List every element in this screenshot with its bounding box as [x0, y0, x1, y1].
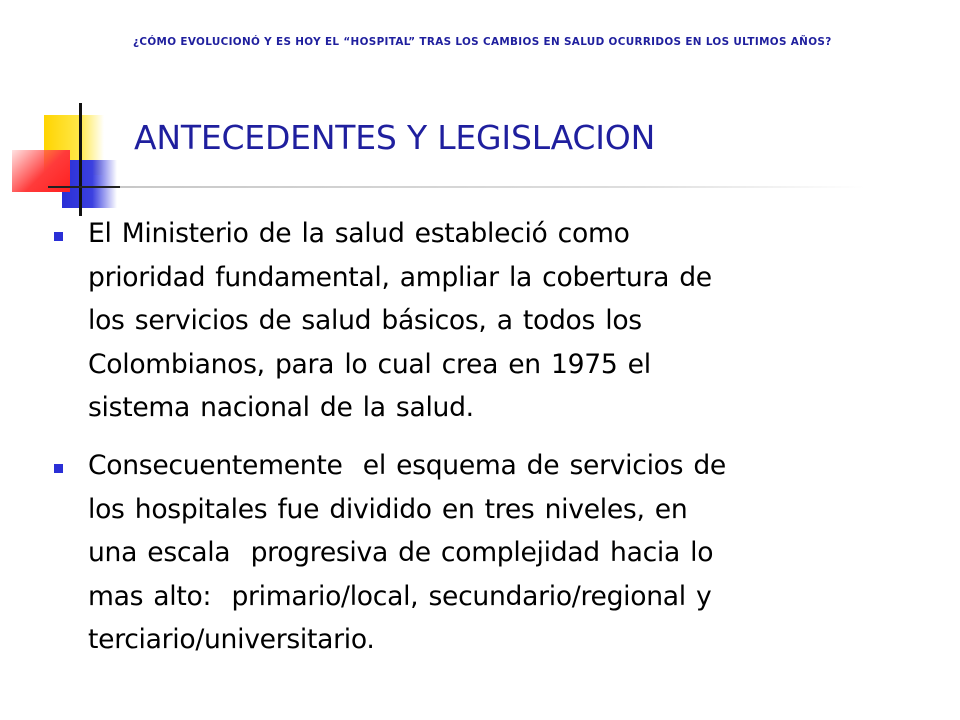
slide-title: ANTECEDENTES Y LEGISLACION	[134, 118, 656, 157]
header-caption: ¿CÓMO EVOLUCIONÓ Y ES HOY EL “HOSPITAL” TRAS LOS CAMBIOS EN SALUD OCURRIDOS EN LOS ULTIMOS AÑOS?	[133, 36, 832, 48]
blue-square-decoration	[62, 160, 117, 208]
bullet-list	[52, 212, 882, 676]
bullet-line: terciario/universitario.	[88, 624, 375, 656]
bullet-line: El Ministerio de la salud estableció como	[88, 218, 630, 249]
square-bullet-icon	[54, 232, 63, 241]
bullet-line: prioridad fundamental, ampliar la cobertura de	[88, 261, 712, 293]
bullet-item	[52, 444, 882, 662]
bullet-line: los hospitales fue dividido en tres niveles, en	[88, 493, 688, 525]
bullet-line: mas alto: primario/local, secundario/regional y	[88, 580, 712, 612]
bullet-line: Consecuentemente el esquema de servicios de	[88, 449, 726, 481]
bullet-line: sistema nacional de la salud.	[88, 392, 474, 424]
bullet-line: Colombianos, para lo cual crea en 1975 el	[88, 348, 651, 380]
bullet-line: los servicios de salud básicos, a todos los	[88, 305, 642, 337]
bullet-line: una escala progresiva de complejidad hacia lo	[88, 537, 714, 569]
title-underline-rule	[120, 186, 865, 188]
square-bullet-icon	[54, 464, 63, 473]
bullet-item	[52, 212, 882, 430]
vertical-line-decoration	[79, 103, 82, 216]
bullet-text	[88, 444, 882, 662]
bullet-text	[88, 212, 882, 430]
horizontal-line-decoration	[48, 186, 120, 188]
